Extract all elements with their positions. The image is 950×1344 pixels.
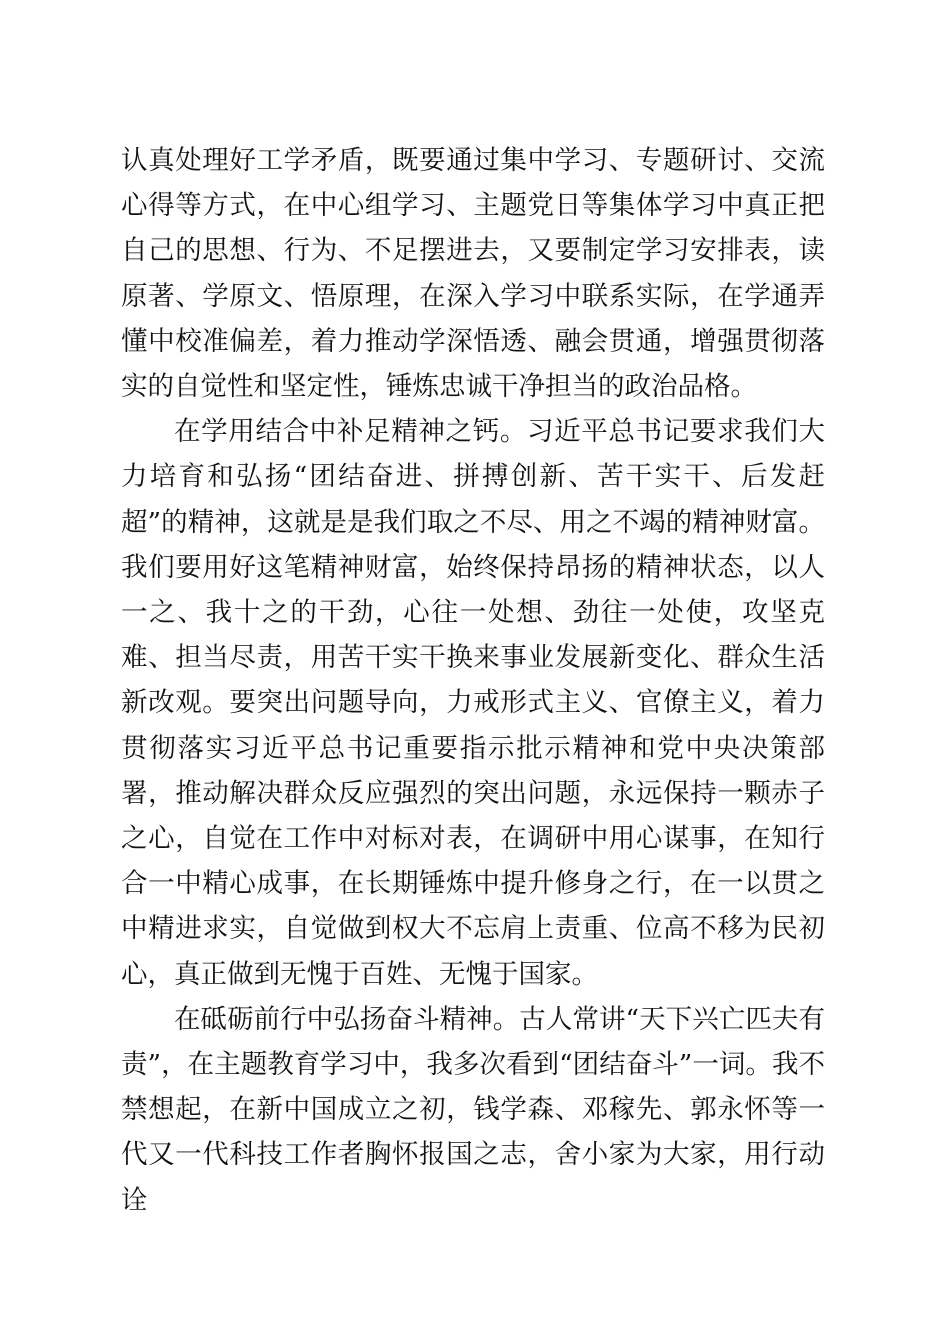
paragraph-continued: 认真处理好工学矛盾，既要通过集中学习、专题研讨、交流心得等方式，在中心组学习、主题党日等集体学习中真正把自己的思想、行为、不足摆进去，又要制定学习安排表，读原著、学原文、悟原理，在深入学习中联系实际，在学通弄懂中校准偏差，着力推动学深悟透、融会贯通，增强贯彻落实的自觉性和坚定性，锤炼忠诚干净担当的政治品格。 bbox=[121, 145, 825, 403]
document-body bbox=[121, 138, 825, 1223]
paragraph-struggle-spirit: 在砥砺前行中弘扬奋斗精神。古人常讲“天下兴亡匹夫有责”，在主题教育学习中，我多次看到“团结奋斗”一词。我不禁想起，在新中国成立之初，钱学森、邓稼先、郭永怀等一代又一代科技工作者胸怀报国之志，舍小家为大家，用行动诠 bbox=[121, 1003, 825, 1216]
paragraph-spirit-calcium: 在学用结合中补足精神之钙。习近平总书记要求我们大力培育和弘扬“团结奋进、拼搏创新、苦干实干、后发赶超”的精神，这就是是我们取之不尽、用之不竭的精神财富。我们要用好这笔精神财富，始终保持昂扬的精神状态，以人一之、我十之的干劲，心往一处想、劲往一处使，攻坚克难、担当尽责，用苦干实干换来事业发展新变化、群众生活新改观。要突出问题导向，力戒形式主义、官僚主义，着力贯彻落实习近平总书记重要指示批示精神和党中央决策部署，推动解决群众反应强烈的突出问题，永远保持一颗赤子之心，自觉在工作中对标对表，在调研中用心谋事，在知行合一中精心成事，在长期锤炼中提升修身之行，在一以贯之中精进求实，自觉做到权大不忘肩上责重、位高不移为民初心，真正做到无愧于百姓、无愧于国家。 bbox=[121, 416, 825, 990]
